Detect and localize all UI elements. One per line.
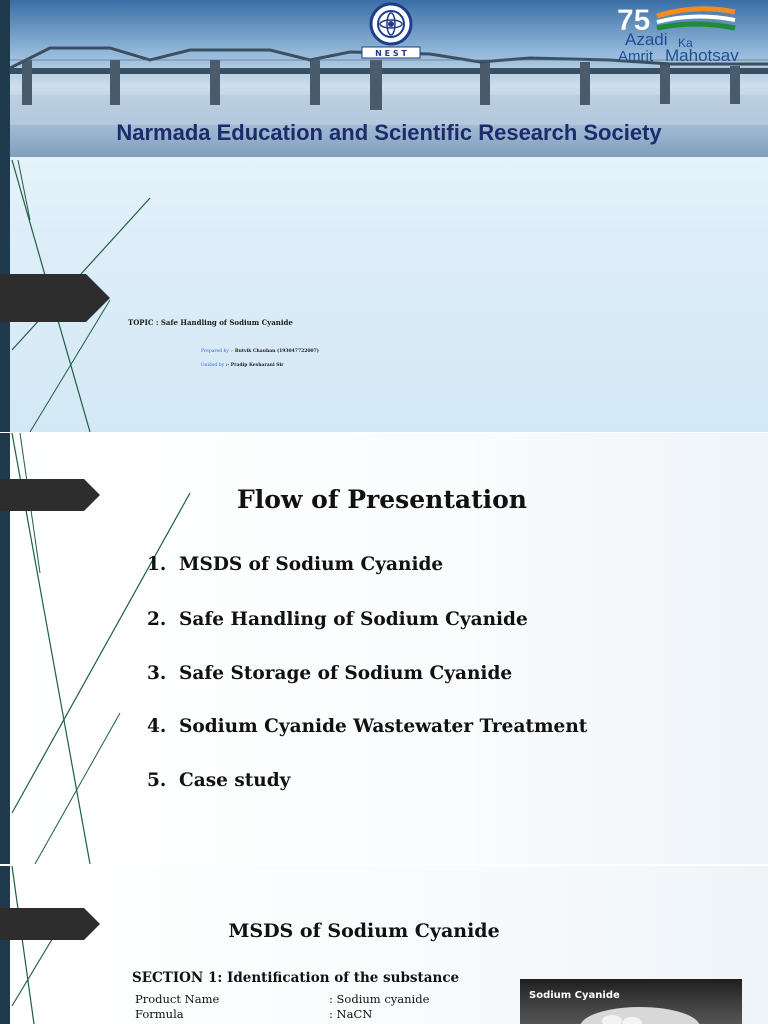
flow-item <box>147 716 587 737</box>
left-accent-bar <box>0 866 10 1024</box>
photo-illustration <box>520 979 742 1024</box>
azadi-ka-amrit-mahotsav-logo <box>615 0 765 80</box>
flow-item <box>147 663 512 684</box>
left-accent-bar <box>0 0 10 432</box>
flow-item-number: 4. <box>147 716 167 737</box>
azadi-number: 75 <box>617 4 651 37</box>
guided-by-line <box>201 363 284 368</box>
azadi-text: Azadi <box>625 30 668 49</box>
msds-row-label: Formula <box>135 1007 184 1021</box>
slide-msds <box>0 866 768 1024</box>
flow-item-text: Safe Handling of Sodium Cyanide <box>179 609 528 630</box>
flow-item-number: 3. <box>147 663 167 684</box>
flow-item-number: 5. <box>147 770 167 791</box>
slide-flow <box>0 433 768 864</box>
slide-title-heading: MSDS of Sodium Cyanide <box>228 920 500 942</box>
society-name: Narmada Education and Scientific Research Society <box>116 120 662 145</box>
slide-tab-marker <box>0 479 100 511</box>
prepared-by-label: Prepared by :- <box>201 349 234 354</box>
photo-label: Sodium Cyanide <box>529 990 620 1001</box>
mahotsav-text: Mahotsav <box>665 46 739 65</box>
flow-item-text: Sodium Cyanide Wastewater Treatment <box>179 716 588 737</box>
header-banner <box>10 0 768 157</box>
topic-text: TOPIC : Safe Handling of Sodium Cyanide <box>128 318 293 327</box>
flow-item-number: 1. <box>147 554 167 575</box>
sodium-cyanide-photo <box>520 979 742 1024</box>
nest-logo-text: N E S T <box>375 49 407 58</box>
prepared-by-value: Rutvik Chauhan (193047722007) <box>234 349 319 354</box>
slide-title <box>0 0 768 432</box>
guided-by-label: Guided by <box>201 363 225 368</box>
guided-by-value: :- Pradip Kesharani Sir <box>225 363 284 368</box>
slide-tab-marker <box>0 274 110 322</box>
prepared-by-line <box>201 349 319 354</box>
msds-row-label: Product Name <box>135 992 220 1006</box>
nest-logo <box>351 0 431 62</box>
flow-item-number: 2. <box>147 609 167 630</box>
flow-item <box>147 554 443 575</box>
slide-title-heading: Flow of Presentation <box>237 485 527 514</box>
ka-text: Ka <box>678 36 693 50</box>
amrit-text: Amrit <box>618 48 653 65</box>
flow-item <box>147 770 290 791</box>
flow-item-text: MSDS of Sodium Cyanide <box>179 554 444 575</box>
flow-item-text: Case study <box>179 770 291 791</box>
msds-row-value: : NaCN <box>329 1007 373 1021</box>
msds-row-value: : Sodium cyanide <box>329 992 430 1006</box>
flow-item-text: Safe Storage of Sodium Cyanide <box>179 663 513 684</box>
section-heading: SECTION 1: Identification of the substance <box>132 970 460 986</box>
flow-item <box>147 609 528 630</box>
slide-tab-marker <box>0 908 100 940</box>
